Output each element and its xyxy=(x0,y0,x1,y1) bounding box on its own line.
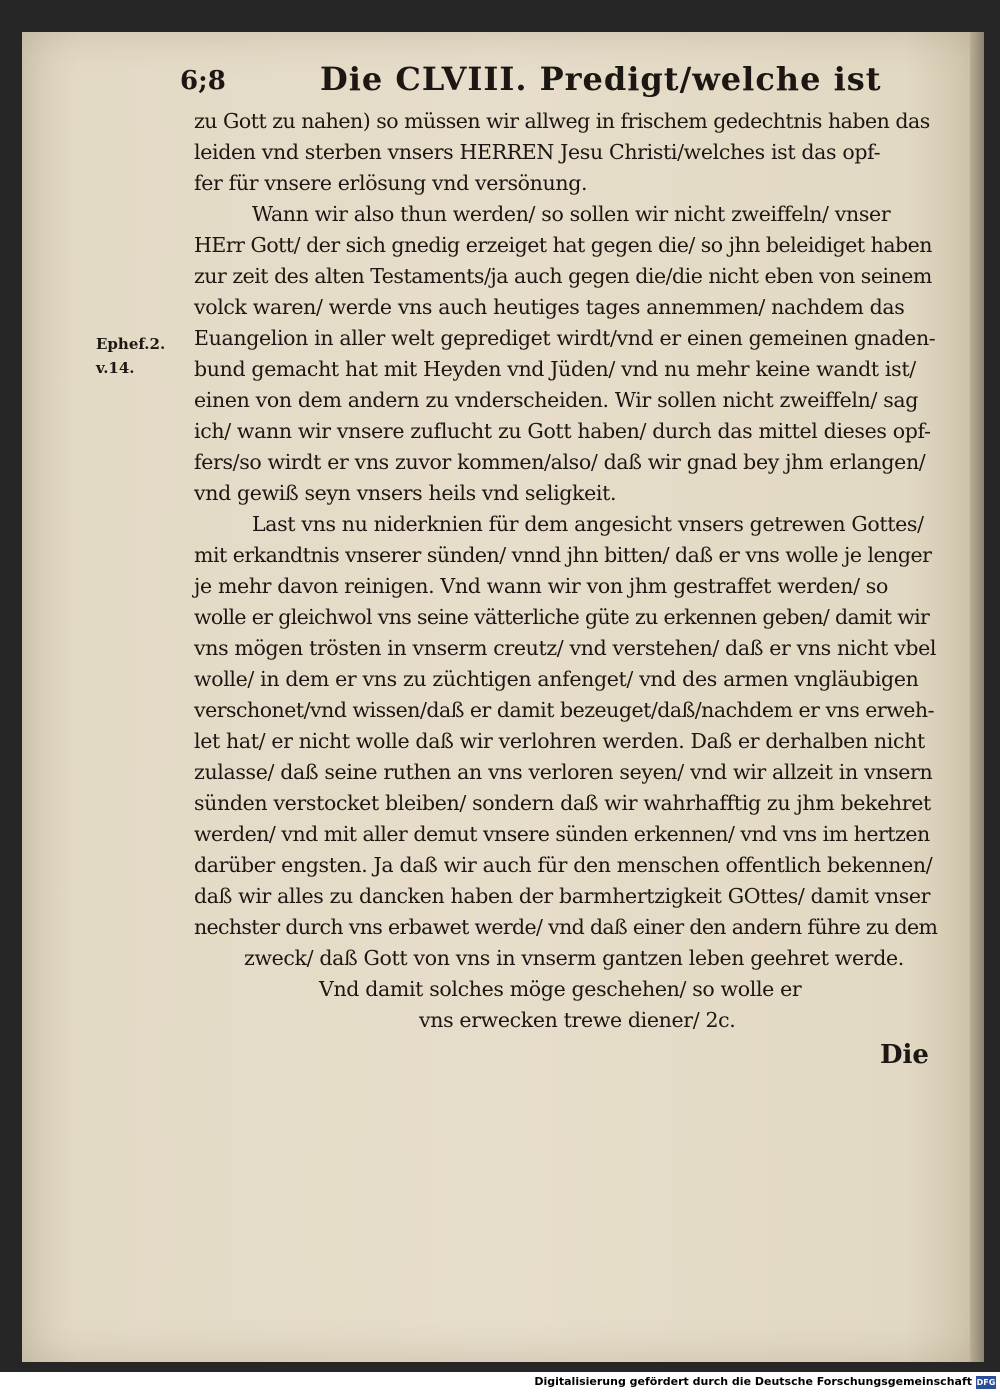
text-line: zulasse/ daß seine ruthen an vns verloren seyen/ vnd wir allzeit in vnsern xyxy=(194,760,933,784)
page-edge xyxy=(970,32,984,1362)
text-line: Vnd damit solches möge geschehen/ so wolle er xyxy=(319,977,802,1001)
text-line: wolle er gleichwol vns seine vätterliche güte zu erkennen geben/ damit wir xyxy=(194,605,930,629)
text-line: verschonet/vnd wissen/daß er damit bezeuget/daß/nachdem er vns erweh- xyxy=(194,698,935,722)
text-line: je mehr davon reinigen. Vnd wann wir von jhm gestraffet werden/ so xyxy=(194,574,888,598)
text-line: daß wir alles zu dancken haben der barmhertzigkeit GOttes/ damit vnser xyxy=(194,884,931,908)
text-line: Wann wir also thun werden/ so sollen wir nicht zweiffeln/ vnser xyxy=(252,202,891,226)
text-line: nechster durch vns erbawet werde/ vnd daß einer den andern führe zu dem xyxy=(194,915,938,939)
page-header xyxy=(180,60,882,104)
text-line: leiden vnd sterben vnsers HERREN Jesu Christi/welches ist das opf- xyxy=(194,140,881,164)
sermon-text xyxy=(194,106,938,1036)
text-line: zweck/ daß Gott von vns in vnserm gantzen leben geehret werde. xyxy=(244,946,904,970)
text-line: fer für vnsere erlösung vnd versönung. xyxy=(194,171,588,195)
text-line: Euangelion in aller welt geprediget wirdt/vnd er einen gemeinen gnaden- xyxy=(194,326,936,350)
funding-credit: Digitalisierung gefördert durch die Deutsche Forschungsgemeinschaft xyxy=(534,1375,972,1388)
margin-reference-line: v.14. xyxy=(96,359,135,377)
text-line: fers/so wirdt er vns zuvor kommen/also/ daß wir gnad bey jhm erlangen/ xyxy=(194,450,926,474)
margin-reference-line: Ephef.2. xyxy=(96,335,166,353)
text-line: vns erwecken trewe diener/ 2c. xyxy=(419,1008,736,1032)
text-line: werden/ vnd mit aller demut vnsere sünden erkennen/ vnd vns im hertzen xyxy=(194,822,930,846)
text-line: sünden verstocket bleiben/ sondern daß wir wahrhafftig zu jhm bekehret xyxy=(194,791,931,815)
page-number: 6;8 xyxy=(180,66,226,96)
running-title: Die CLVIII. Predigt/welche ist xyxy=(320,60,882,98)
footer-bar xyxy=(0,1372,1000,1394)
text-line: volck waren/ werde vns auch heutiges tages annemmen/ nachdem das xyxy=(194,295,905,319)
text-line: vnd gewiß seyn vnsers heils vnd seligkeit. xyxy=(194,481,617,505)
text-line: einen von dem andern zu vnderscheiden. Wir sollen nicht zweiffeln/ sag xyxy=(194,388,919,412)
text-line: HErr Gott/ der sich gnedig erzeiget hat gegen die/ so jhn beleidiget haben xyxy=(194,233,932,257)
dfg-logo: DFG xyxy=(976,1378,996,1387)
text-line: zu Gott zu nahen) so müssen wir allweg in frischem gedechtnis haben das xyxy=(194,109,930,133)
text-line: ich/ wann wir vnsere zuflucht zu Gott haben/ durch das mittel dieses opf- xyxy=(194,419,931,443)
margin-reference xyxy=(96,332,176,380)
text-line: bund gemacht hat mit Heyden vnd Jüden/ vnd nu mehr keine wandt ist/ xyxy=(194,357,916,381)
text-line: wolle/ in dem er vns zu züchtigen anfenget/ vnd des armen vngläubigen xyxy=(194,667,919,691)
text-line: Last vns nu niderknien für dem angesicht vnsers getrewen Gottes/ xyxy=(252,512,924,536)
text-line: mit erkandtnis vnserer sünden/ vnnd jhn bitten/ daß er vns wolle je lenger xyxy=(194,543,932,567)
text-line: vns mögen trösten in vnserm creutz/ vnd verstehen/ daß er vns nicht vbel xyxy=(194,636,937,660)
text-line: darüber engsten. Ja daß wir auch für den menschen offentlich bekennen/ xyxy=(194,853,933,877)
text-line: zur zeit des alten Testaments/ja auch gegen die/die nicht eben von seinem xyxy=(194,264,932,288)
text-line: let hat/ er nicht wolle daß wir verlohren werden. Daß er derhalben nicht xyxy=(194,729,925,753)
catchword: Die xyxy=(880,1040,929,1070)
